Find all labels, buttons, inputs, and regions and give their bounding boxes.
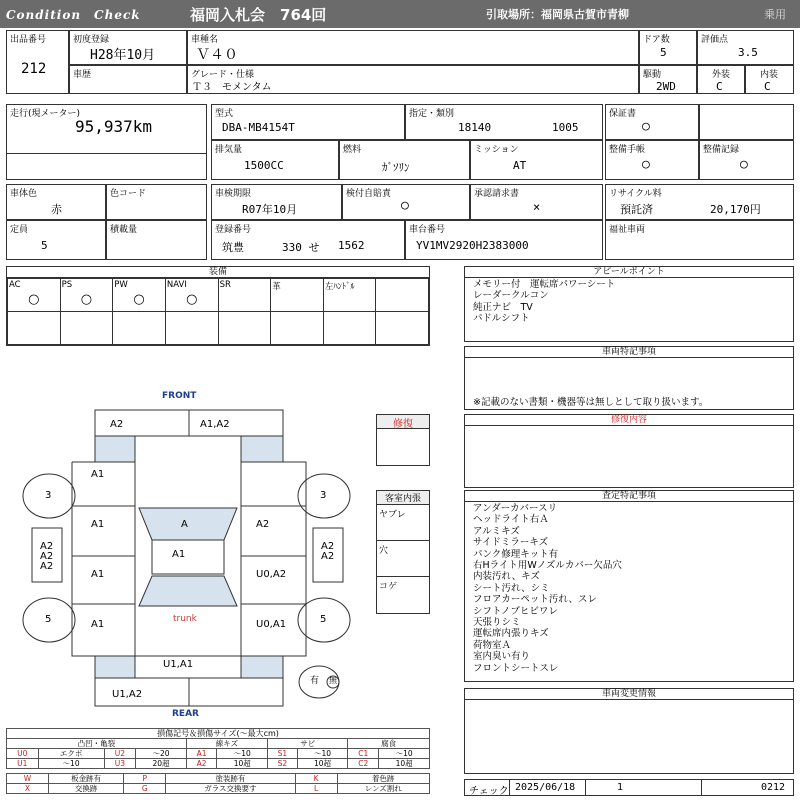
footer-bar — [464, 779, 794, 796]
lot-label: 出品番号 — [10, 35, 47, 45]
mark-front-left-fender: A1 — [91, 469, 105, 480]
equip-pw: PW ○ — [113, 279, 166, 312]
load-label: 積載量 — [110, 225, 138, 235]
drive-label: 駆動 — [643, 70, 662, 80]
check-code: 0212 — [761, 782, 786, 793]
special-section — [464, 346, 794, 410]
door-count: 5 — [660, 46, 667, 59]
lot-number: 212 — [21, 61, 47, 77]
mark-right-sill: A2 A2 — [321, 541, 335, 562]
blank-box-1 — [699, 104, 794, 140]
load-box — [106, 220, 207, 260]
colorcode-label: 色コード — [110, 189, 147, 199]
mark-hood: A — [181, 519, 188, 530]
drive-box — [639, 65, 697, 94]
header-bar — [0, 0, 800, 28]
equip-ac: AC ○ — [8, 279, 61, 312]
equip-ps: PS ○ — [60, 279, 113, 312]
plate-box — [211, 220, 405, 260]
inspection-expiry: R07年10月 — [242, 203, 298, 216]
fuel-box — [339, 140, 470, 180]
history-label: 車歴 — [73, 70, 92, 80]
equipment-table — [7, 278, 429, 345]
legend-table-2: W 板金跡有 P 塗装跡有 K 着色跡 X 交換跡 G ガラス交換要す L レンズ割れ — [6, 773, 430, 794]
welfare-label: 福祉車両 — [609, 225, 646, 235]
vin: YV1MV2920H2383000 — [416, 239, 529, 252]
check-count: 1 — [617, 782, 624, 793]
capacity: 5 — [41, 239, 48, 252]
interior-burn: コゲ — [379, 582, 398, 592]
assess-title: 査定特記事項 — [465, 491, 793, 502]
change-section — [464, 688, 794, 774]
recycle-fee: 20,170円 — [710, 203, 761, 216]
vin-label: 車台番号 — [409, 225, 446, 235]
claim-label: 承認請求書 — [474, 189, 520, 199]
manual-mark: ○ — [642, 157, 650, 172]
mark-rear-bumper: U1,A2 — [112, 689, 143, 700]
plate-class: 330 せ — [282, 241, 320, 254]
auction-name: 福岡入札会 764回 — [190, 6, 327, 24]
mark-rear-gate: U1,A1 — [163, 659, 194, 670]
inspect-box — [211, 184, 342, 220]
name-label: 車種名 — [191, 35, 219, 45]
grade-box — [187, 65, 639, 94]
mark-wheel-rl: 5 — [45, 614, 52, 625]
mark-front-bumper: A1,A2 — [200, 419, 230, 430]
spec-box — [405, 104, 603, 140]
plate-label: 登録番号 — [215, 225, 252, 235]
ext-box — [697, 65, 745, 94]
capacity-label: 定員 — [10, 225, 29, 235]
legend-table: 凸凹・亀裂 線キズ サビ 腐食 U0 エクボ U2 〜20 A1 〜10 S1 〜10 C1 〜10 U1 〜10 U3 20超 A2 10超 S2 10超 C2 10超 — [6, 738, 430, 769]
assess-list: アンダーカバースリ ヘッドライト右Ａ アルミキズ サイドミラーキズ パンク修理キット有 右Hライト用Wノズルカバー欠品穴 内装汚れ、キズ シート汚れ、シミ フロアカーペット汚れ、スレ シフトノブヒビワレ 天張りシミ 運転席内張りキズ 荷物室Ａ 室内臭い有り フロントシートスレ — [473, 503, 622, 674]
int-box — [745, 65, 794, 94]
welfare-box — [605, 220, 794, 260]
mark-rear-right-fender: U0,A1 — [256, 619, 287, 630]
damage-legend — [6, 728, 430, 794]
plate-region: 筑豊 — [222, 241, 244, 254]
claim-box — [470, 184, 603, 220]
vin-box — [405, 220, 603, 260]
legend-title: 損傷記号＆損傷サイズ(〜最大cm) — [6, 728, 430, 738]
mark-rear-left-door: A1 — [91, 569, 105, 580]
mark-left-sill: A2 A2 A2 — [40, 541, 54, 572]
model-label: 型式 — [215, 109, 234, 119]
disp-label: 排気量 — [215, 145, 243, 155]
grade-label: グレード・仕様 — [191, 70, 255, 80]
special-note: ※記載のない書類・機器等は無しとして取り扱います。 — [473, 397, 709, 408]
insurance-box — [342, 184, 470, 220]
warranty-mark: ○ — [642, 119, 650, 134]
first-registration: H28年10月 — [90, 48, 156, 63]
exterior-grade: C — [716, 80, 723, 93]
mileage-box — [6, 104, 207, 154]
equip-blank — [376, 279, 429, 312]
front-label: FRONT — [162, 391, 197, 401]
warranty-label: 保証書 — [609, 109, 637, 119]
interior-hole: 穴 — [377, 541, 429, 577]
interior-box — [376, 490, 430, 614]
claim-mark: × — [533, 200, 541, 214]
change-title: 車両変更情報 — [465, 689, 793, 700]
disp-box — [211, 140, 339, 180]
recycle-label: リサイクル料 — [609, 189, 662, 199]
interior-grade: C — [764, 80, 771, 93]
fuel: ｶﾞｿﾘﾝ — [382, 161, 410, 174]
mission-label: ミッション — [474, 145, 519, 155]
score-label: 評価点 — [701, 35, 729, 45]
vehicle-kind: 乗用 — [764, 8, 786, 21]
mileage-label: 走行(現メーター) — [10, 109, 81, 119]
smoke-none-label: 無 — [329, 676, 337, 685]
grade: Ｔ３ モメンタム — [192, 82, 272, 93]
equipment-section — [6, 266, 430, 346]
doors-box — [639, 30, 697, 65]
warranty-box — [605, 104, 699, 140]
mileage: 95,937km — [75, 117, 153, 136]
equipment-title: 装備 — [7, 267, 429, 278]
color-label: 車体色 — [10, 189, 38, 199]
model-code: DBA-MB4154T — [222, 121, 295, 134]
repair-title: 修復内容 — [465, 415, 793, 426]
appeal-list: メモリー付 運転席パワーシート レーダークルコン 純正ナビ TV パドルシフト — [473, 279, 616, 325]
fuel-label: 燃料 — [343, 145, 362, 155]
history-box — [69, 65, 187, 94]
equip-sr: SR — [218, 279, 271, 312]
mark-wheel-fl: 3 — [45, 490, 52, 501]
repair-section — [464, 414, 794, 488]
record-mark: ○ — [740, 157, 748, 172]
interior-tear: ヤブレ — [377, 505, 429, 541]
insurance-mark: ○ — [401, 198, 409, 213]
model-box — [211, 104, 405, 140]
mark-rear-left-fender: A1 — [91, 619, 105, 630]
body-color: 赤 — [51, 203, 62, 216]
colorcode-box — [106, 184, 207, 220]
check-label: チェック — [469, 786, 509, 797]
mark-front-right-door: A2 — [256, 519, 270, 530]
smoke-label: 有 — [310, 676, 320, 686]
plate-number: 1562 — [338, 239, 365, 252]
color-box — [6, 184, 106, 220]
special-title: 車両特記事項 — [465, 347, 793, 358]
mark-roof: A1 — [172, 549, 186, 560]
trunk-label: trunk — [173, 614, 197, 624]
mark-front-bumper-left: A2 — [110, 419, 124, 430]
ext-label: 外装 — [712, 70, 731, 80]
recycle-box — [605, 184, 794, 220]
repair-mini-title: 修復 — [377, 415, 429, 429]
int-label: 内装 — [760, 70, 779, 80]
insurance-label: 検付自賠責 — [346, 189, 392, 199]
mileage-sub-box — [6, 154, 207, 180]
equip-leather: 革 — [271, 279, 324, 312]
assess-section — [464, 490, 794, 682]
name-box — [187, 30, 639, 65]
inspect-label: 車検期限 — [215, 189, 252, 199]
appeal-section — [464, 266, 794, 342]
car-name: Ｖ４０ — [196, 47, 238, 63]
check-date: 2025/06/18 — [515, 782, 576, 793]
capacity-box — [6, 220, 106, 260]
record-box — [699, 140, 794, 180]
rear-label: REAR — [172, 709, 199, 719]
interior-title: 客室内張 — [377, 491, 429, 505]
recycle-status: 預託済 — [620, 203, 653, 216]
pickup-location: 引取場所：福岡県古賀市青柳 — [486, 8, 629, 21]
lot-box — [6, 30, 69, 94]
spec-number: 18140 — [458, 121, 492, 134]
equip-lhd: 左ﾊﾝﾄﾞﾙ — [323, 279, 376, 312]
drive: 2WD — [656, 80, 676, 93]
mark-rear-right-door: U0,A2 — [256, 569, 287, 580]
score: 3.5 — [738, 46, 758, 59]
spec-label: 指定・類別 — [409, 109, 455, 119]
repair-mini-box — [376, 414, 430, 466]
mark-wheel-rr: 5 — [320, 614, 327, 625]
transmission: AT — [513, 159, 527, 172]
manual-label: 整備手帳 — [609, 145, 646, 155]
mission-box — [470, 140, 603, 180]
record-label: 整備記録 — [703, 145, 740, 155]
sheet-title: Condition Check — [6, 8, 141, 22]
mark-wheel-fr: 3 — [320, 490, 327, 501]
reg-box — [69, 30, 187, 65]
equip-navi: NAVI ○ — [165, 279, 218, 312]
doors-label: ドア数 — [643, 35, 670, 45]
reg-label: 初度登録 — [73, 35, 110, 45]
score-box — [697, 30, 794, 65]
appeal-title: アピールポイント — [465, 267, 793, 278]
manual-box — [605, 140, 699, 180]
mark-front-left-door: A1 — [91, 519, 105, 530]
class-number: 1005 — [552, 121, 579, 134]
displacement: 1500CC — [244, 159, 284, 172]
